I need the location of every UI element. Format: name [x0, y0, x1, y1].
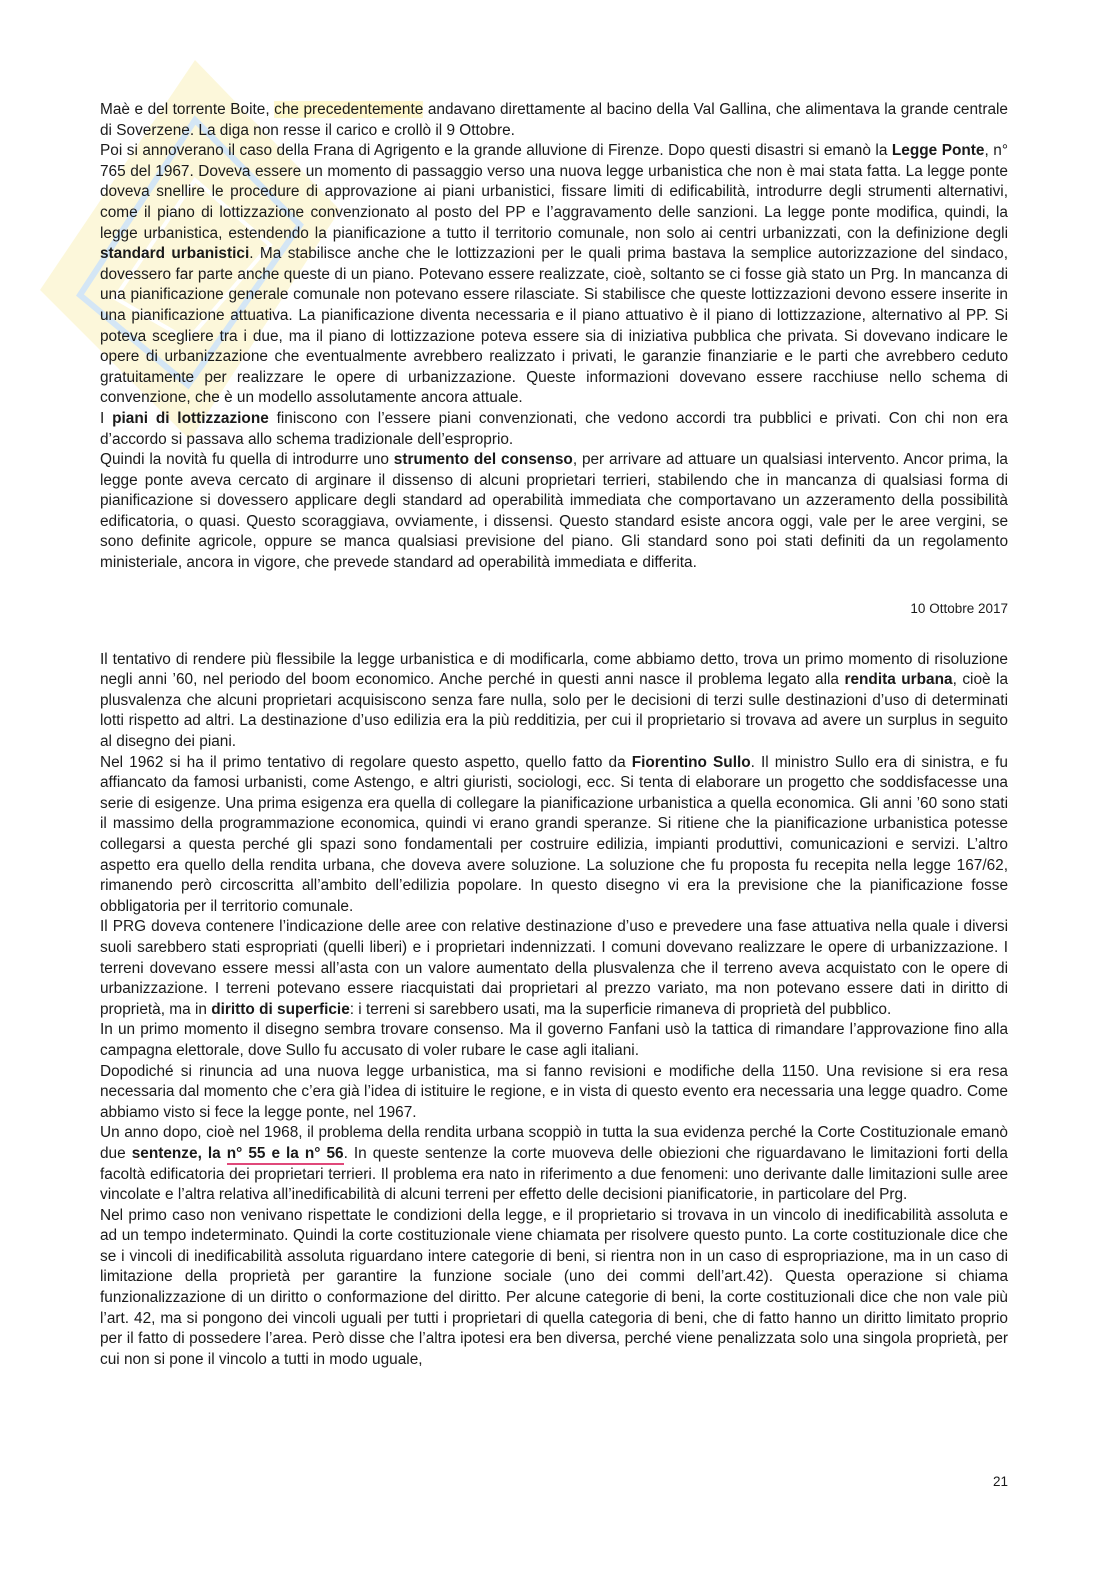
paragraph: [100, 409, 1008, 450]
paragraph: [100, 753, 1008, 918]
text-run: I: [100, 409, 113, 427]
bold-term: piani di lottizzazione: [112, 409, 269, 427]
text-run: : i terreni si sarebbero usati, ma la superficie rimaneva di proprietà del pubblico.: [349, 1000, 892, 1018]
text-section-2: [100, 650, 1008, 1371]
text-run: che precedentemente: [274, 101, 424, 118]
text-run: finiscono con l’essere piani convenzionati, che vedono accordi tra pubblici e privati. Con chi non era d’accordo si passava allo schema tradizionale dell’esproprio.: [100, 409, 1008, 448]
paragraph: [100, 141, 1008, 409]
text-run: Dopodiché si rinuncia ad una nuova legge urbanistica, ma si fanno revisioni e modifiche della 1150. Una revisione si era resa necessaria dal momento che c’era già l’idea di istituire le regione, e in vista di questo evento era necessaria una legge quadro. Come abbiamo visto si fece la legge ponte, nel 1967.: [100, 1062, 1008, 1121]
text-run: In un primo momento il disegno sembra trovare consenso. Ma il governo Fanfani usò la tattica di rimandare l’approvazione fino alla campagna elettorale, dove Sullo fu accusato di voler rubare le case agli italiani.: [100, 1021, 1008, 1059]
bold-term: Legge Ponte: [891, 142, 985, 160]
bold-term: strumento del consenso: [393, 451, 573, 469]
paragraph: [100, 100, 1008, 141]
text-run: . Il ministro Sullo era di sinistra, e fu affiancato da famosi urbanisti, come Astengo, e altri giuristi, sociologi, ecc. Si tenta di elaborare un progetto che soddisfacesse una serie di esigenze. Una prima esigenza era quella di collegare la pianificazione urbanistica a quella economica. Gli anni ’60 sono stati il massimo della programmazione economica, quindi vi erano grandi speranze. Si ritiene che la pianificazione urbanistica potesse collegarsi a questa perché gli spazi sono fondamentali per costruire edilizia, impianti produttivi, comunicazioni e servizi. L’altro aspetto era quello della rendita urbana, che doveva avere soluzione. La soluzione che fu proposta fu recepita nella legge 167/62, rimanendo però circoscritta all’ambito dell’edilizia popolare. In questo disegno vi era la previsione che la pianificazione fosse obbligatoria per il territorio comunale.: [100, 753, 1008, 915]
text-run: Il tentativo di rendere più flessibile la legge urbanistica e di modificarla, come abbiamo detto, trova un primo momento di risoluzione negli anni ’60, nel periodo del boom economico. Anche perché in questi anni nasce il problema legato alla: [100, 650, 1008, 689]
bold-term: diritto di superficie: [211, 1000, 350, 1018]
text-run: . In queste sentenze la corte muoveva delle obiezioni che riguardavano le limitazioni forti della facoltà edificatoria dei proprietari terrieri. Il problema era nato in riferimento a due fenomeni: uno derivante dalle limitazioni sulle aree vincolate e l’altra relativa all’inedificabilità di alcuni terreni per effetto delle decisioni pianificatorie, in particolare del Prg.: [100, 1144, 1008, 1204]
bold-term: n° 55 e la n° 56: [227, 1145, 344, 1165]
text-run: Quindi la novità fu quella di introdurre uno: [100, 451, 394, 469]
text-run: , per arrivare ad attuare un qualsiasi intervento. Ancor prima, la legge ponte aveva cercato di arginare il dissenso di alcuni proprietari terrieri, stabilendo che in mancanza di qualsiasi forma di pianificazione si dovessero applicare degli standard ad operabilità immediata che comportavano un azzeramento della possibilità edificatoria, o quasi. Questo scoraggiava, ovviamente, i dissensi. Questo standard esiste ancora oggi, vale per le aree vergini, se sono definite agricole, oppure se manca qualsiasi previsione del piano. Gli standard sono poi stati definiti da un regolamento ministeriale, ancora in vigore, che prevede standard ad operabilità immediata e differita.: [100, 451, 1008, 572]
text-run: andavano direttamente al bacino della Val Gallina, che alimentava la grande centrale di Soverzene. La diga non resse il carico e crollò il 9 Ottobre.: [100, 101, 1008, 139]
text-run: Nel primo caso non venivano rispettate le condizioni della legge, e il proprietario si trovava in un vincolo di inedificabilità assoluta e ad un tempo indeterminato. Quindi la corte costituzionale viene chiamata per risolvere questo punto. La corte costituzionale dice che se i vincoli di inedificabilità assoluta riguardano intere categorie di beni, si rientra non in un caso di espropriazione, ma in un caso di limitazione della proprietà per garantire la funzione sociale (uno dei commi dell’art.42). Questa operazione si chiama funzionalizzazione di un diritto o conformazione del diritto. Per alcune categorie di beni, la corte costituzionali dice che non vale più l’art. 42, ma si pongono dei vincoli uguali per tutti i proprietari di quella categoria di beni, che di fatto hanno un diritto limitato proprio per il fatto di possedere l’area. Però disse che l’altra ipotesi era ben diversa, perché viene penalizzata solo una singola proprietà, per cui non si pone il vincolo a tutti in modo uguale,: [100, 1206, 1008, 1368]
paragraph: [100, 1206, 1008, 1371]
text-section-1: [100, 100, 1008, 574]
paragraph: [100, 1020, 1008, 1061]
date-heading: 10 Ottobre 2017: [910, 600, 1008, 616]
bold-term: Fiorentino Sullo: [631, 753, 751, 771]
paragraph: [100, 450, 1008, 574]
bold-term: standard urbanistici: [100, 245, 250, 263]
bold-term: sentenze, la: [131, 1144, 227, 1162]
text-run: Maè e del torrente Boite,: [100, 101, 275, 118]
text-run: . Ma stabilisce anche che le lottizzazioni per le quali prima bastava la semplice autorizzazione del sindaco, dovessero far parte anche queste di un piano. Potevano essere realizzate, cioè, soltanto se ci fosse già stato un Prg. In mancanza di una pianificazione generale comunale non potevano essere rilasciate. Si stabilisce che queste lottizzazioni devono essere inserite in una pianificazione attuativa. La pianificazione diventa necessaria e il piano attuativo è il piano di lottizzazione, alternativo al PP. Si poteva scegliere tra i due, ma il piano di lottizzazione poteva essere sia di iniziativa pubblica che privata. Si dovevano indicare le opere di urbanizzazione che eventualmente avrebbero realizzato i privati, le garanzie finanziarie e le parti che avrebbero ceduto gratuitamente per realizzare le opere di urbanizzazione. Queste informazioni dovevano essere racchiuse nello schema di convenzione, che è un modello assolutamente ancora attuale.: [100, 245, 1008, 407]
text-run: , n° 765 del 1967. Doveva essere un momento di passaggio verso una nuova legge urbanistica che non è mai stata fatta. La legge ponte doveva snellire le procedure di approvazione ai piani urbanistici, fissare limiti di edificabilità, introdurre degli strumenti alternativi, come il piano di lottizzazione convenzionato al posto del PP e l’aggravamento delle sanzioni. La legge ponte modifica, quindi, la legge urbanistica, estendendo la pianificazione a tutto il territorio comunale, non solo ai centri urbanizzati, con la definizione degli: [100, 142, 1008, 242]
paragraph: [100, 1062, 1008, 1124]
text-run: Un anno dopo, cioè nel 1968, il problema della rendita urbana scoppiò in tutta la sua evidenza perché la Corte Costituzionale emanò due: [100, 1124, 1008, 1162]
document-page: [100, 100, 1008, 1370]
text-run: Poi si annoverano il caso della Frana di Agrigento e la grande alluvione di Firenze. Dopo questi disastri si emanò la: [100, 142, 892, 160]
paragraph: [100, 1123, 1008, 1205]
text-run: , cioè la plusvalenza che alcuni proprietari acquisiscono senza fare nulla, solo per le decisioni di terzi sulle destinazioni d’uso di determinati lotti rispetto ad altri. La destinazione d’uso edilizia era la più redditizia, per cui il proprietario si trovava ad avere un surplus in seguito al disegno dei piani.: [100, 671, 1009, 751]
paragraph: [100, 650, 1008, 753]
page-number: 21: [992, 1474, 1008, 1489]
bold-term: rendita urbana: [844, 671, 953, 689]
paragraph: [100, 917, 1008, 1020]
text-run: Nel 1962 si ha il primo tentativo di regolare questo aspetto, quello fatto da: [100, 753, 632, 771]
text-run: Il PRG doveva contenere l’indicazione delle aree con relative destinazione d’uso e prevedere una fase attuativa nella quale i diversi suoli sarebbero stati espropriati (quelli liberi) e i proprietari indennizzati. I comuni dovevano realizzare le opere di urbanizzazione. I terreni dovevano essere messi all’asta con un valore aumentato della plusvalenza che il terreno aveva acquistato con le opere di urbanizzazione. I terreni potevano essere riacquistati dai proprietari al prezzo variato, ma non potevano essere dati in diritto di proprietà, ma in: [100, 918, 1008, 1018]
